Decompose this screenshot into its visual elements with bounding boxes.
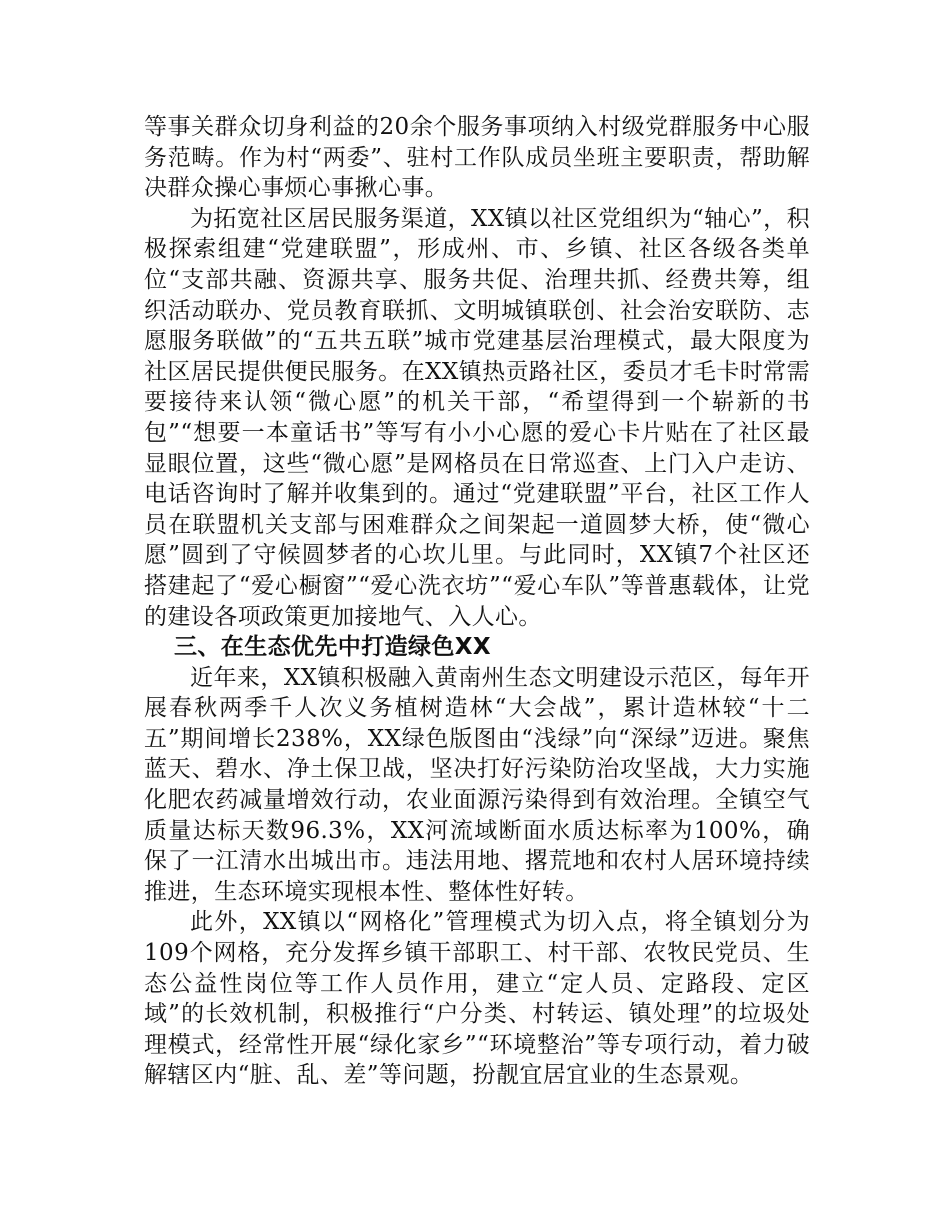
- section-heading: 三、在生态优先中打造绿色XX: [174, 634, 492, 661]
- paragraph-continuation: 等事关群众切身利益的20余个服务事项纳入村级党群服务中心服务范畴。作为村“两委”、驻村工作队成员坐班主要职责，帮助解决群众操心事烦心事揪心事。: [144, 114, 810, 202]
- document-page: [144, 112, 810, 1091]
- paragraph-ecology: 近年来，XX镇积极融入黄南州生态文明建设示范区，每年开展春秋两季千人次义务植树造林“大会战”，累计造林较“十二五”期间增长238%，XX绿色版图由“浅绿”向“深绿”迈进。聚焦蓝天、碧水、净土保卫战，坚决打好污染防治攻坚战，大力实施化肥农药减量增效行动，农业面源污染得到有效治理。全镇空气质量达标天数96.3%，XX河流域断面水质达标率为100%，确保了一江清水出城出市。违法用地、撂荒地和农村人居环境持续推进，生态环境实现根本性、整体性好转。: [144, 664, 810, 905]
- paragraph-community-services: 为拓宽社区居民服务渠道，XX镇以社区党组织为“轴心”，积极探索组建“党建联盟”，形成州、市、乡镇、社区各级各类单位“支部共融、资源共享、服务共促、治理共抓、经费共筹，组织活动联办、党员教育联抓、文明城镇联创、社会治安联防、志愿服务联做”的“五共五联”城市党建基层治理模式，最大限度为社区居民提供便民服务。在XX镇热贡路社区，委员才毛卡时常需要接待来认领“微心愿”的机关干部，“希望得到一个崭新的书包”“想要一本童话书”等写有小小心愿的爱心卡片贴在了社区最显眼位置，这些“微心愿”是网格员在日常巡查、上门入户走访、电话咨询时了解并收集到的。通过“党建联盟”平台，社区工作人员在联盟机关支部与困难群众之间架起一道圆梦大桥，使“微心愿”圆到了守候圆梦者的心坎儿里。与此同时，XX镇7个社区还搭建起了“爱心橱窗”“爱心洗衣坊”“爱心车队”等普惠载体，让党的建设各项政策更加接地气、入人心。: [144, 205, 810, 630]
- paragraph-grid-management: 此外，XX镇以“网格化”管理模式为切入点，将全镇划分为109个网格，充分发挥乡镇干部职工、村干部、农牧民党员、生态公益性岗位等工作人员作用，建立“定人员、定路段、定区域”的长效机制，积极推行“户分类、村转运、镇处理”的垃圾处理模式，经常性开展“绿化家乡”“环境整治”等专项行动，着力破解辖区内“脏、乱、差”等问题，扮靓宜居宜业的生态景观。: [144, 909, 810, 1089]
